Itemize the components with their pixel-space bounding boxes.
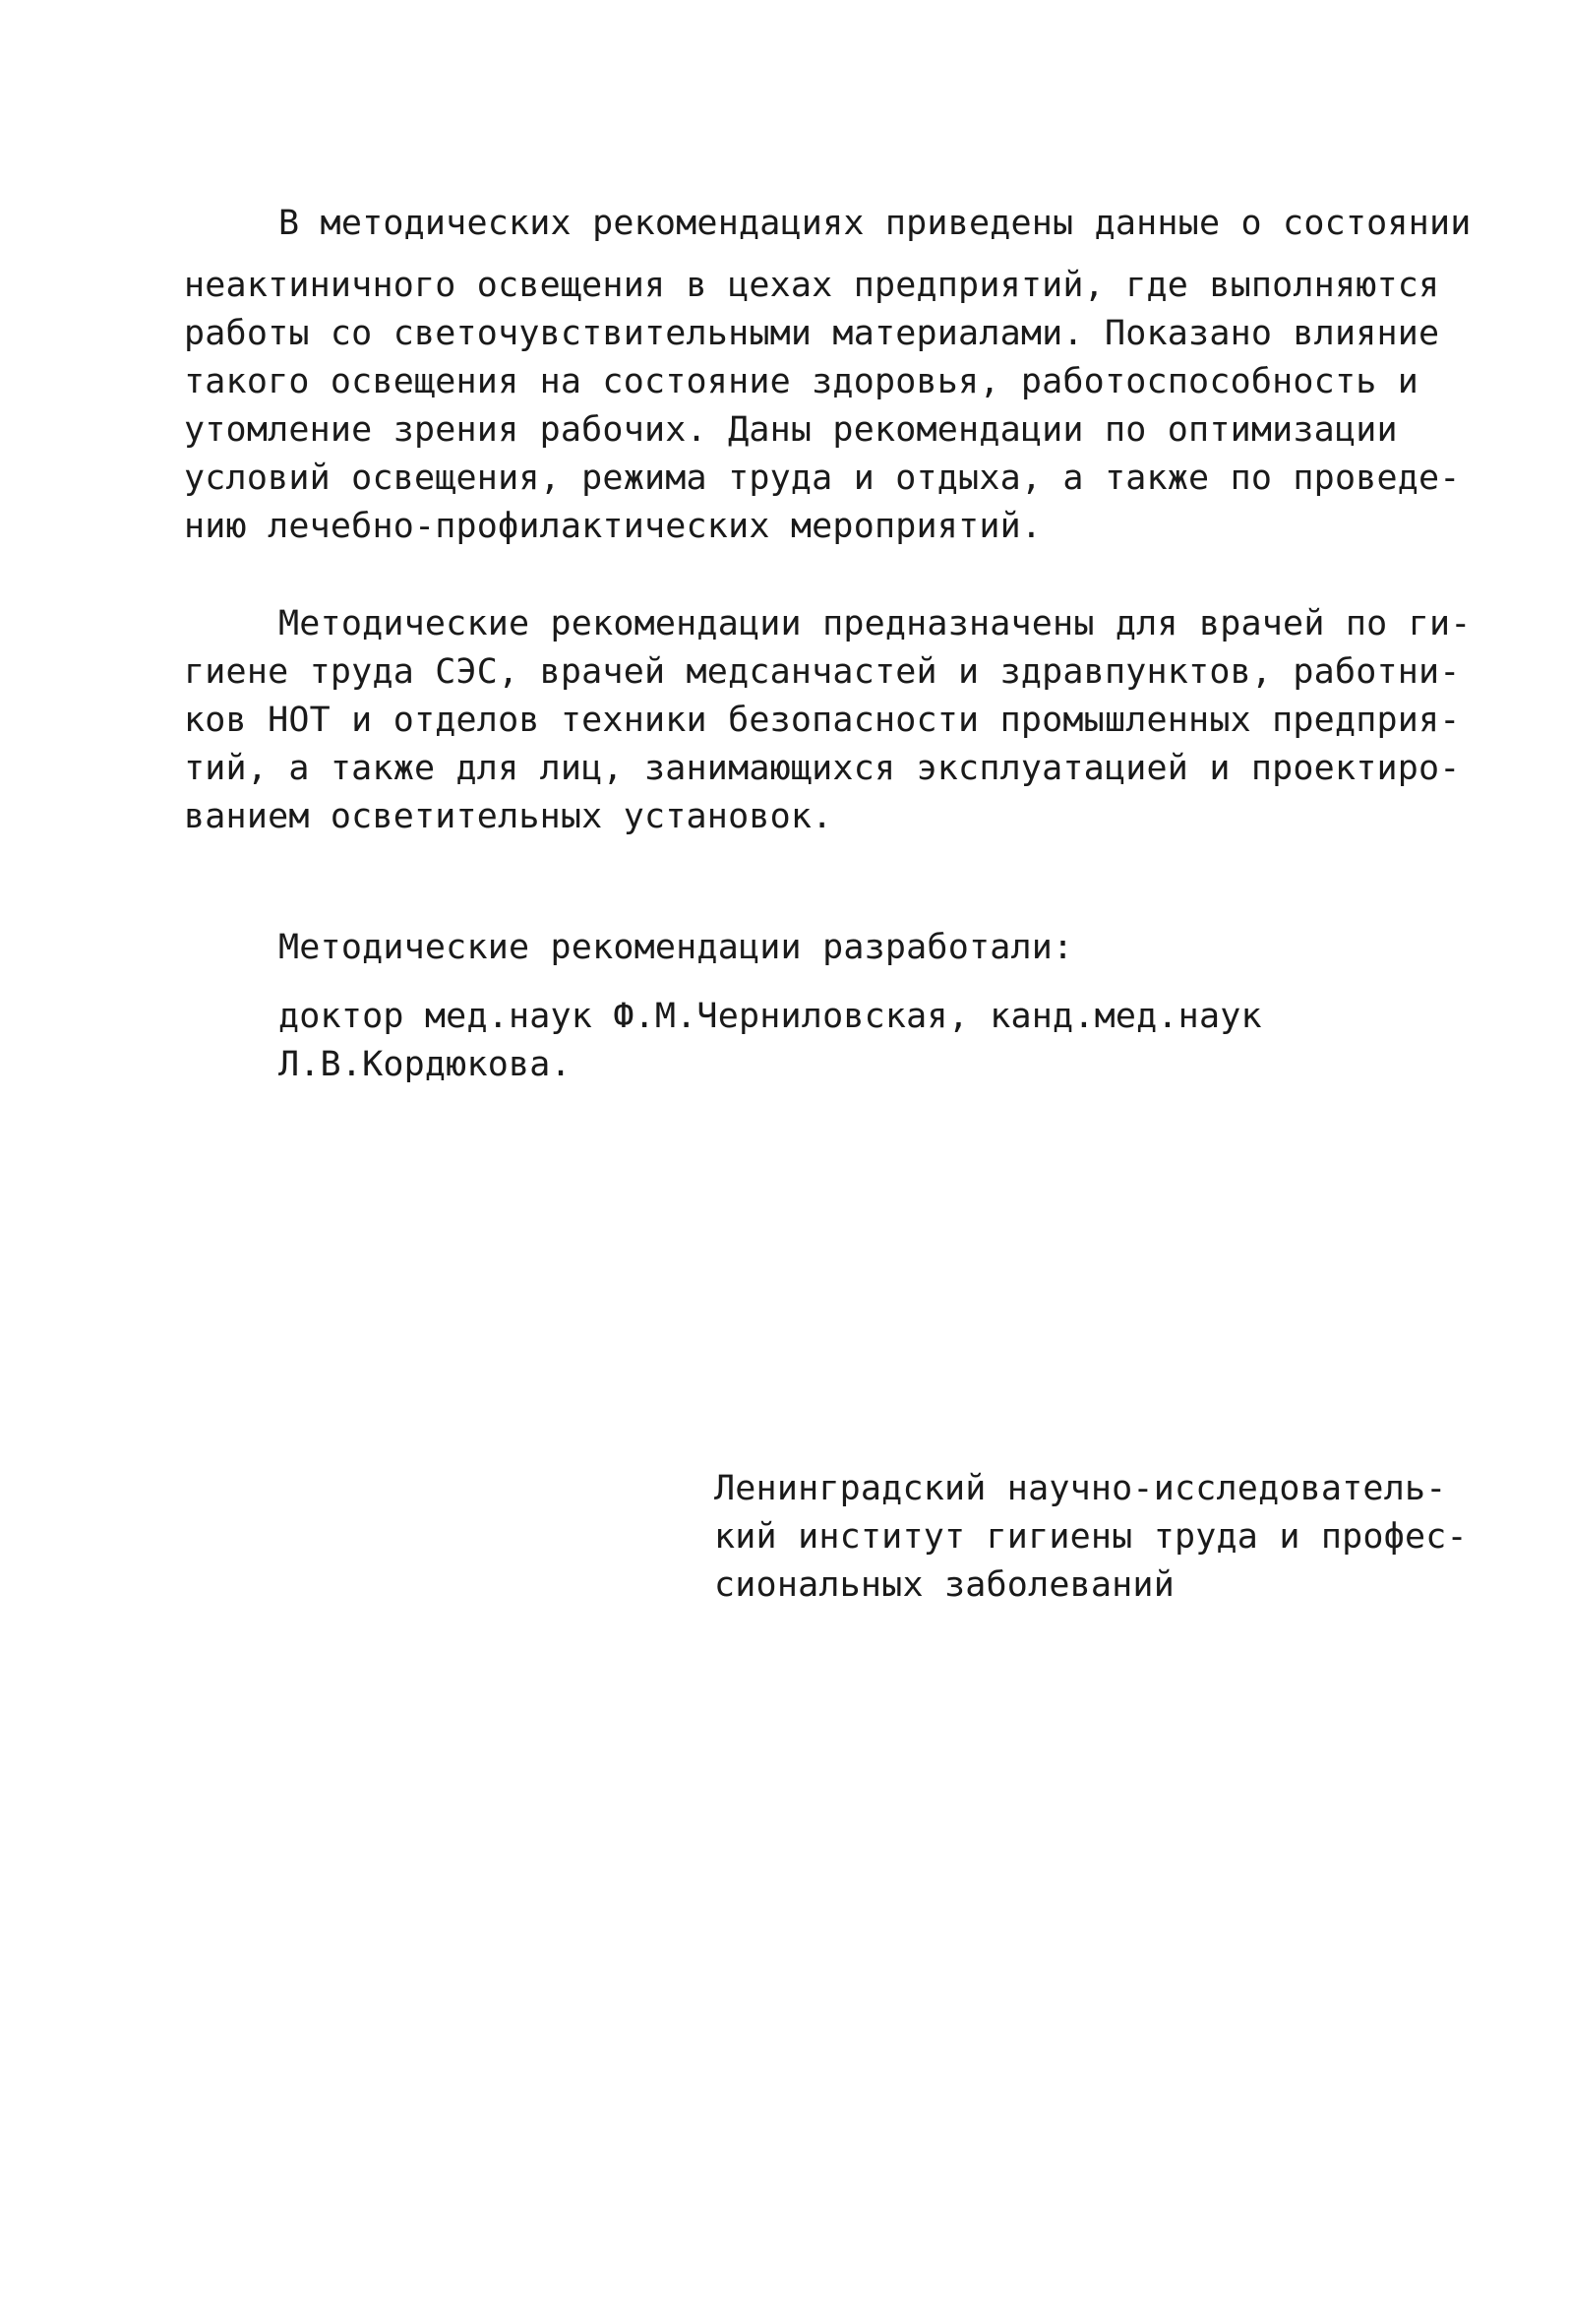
text-line: ков НОТ и отделов техники безопасности промышленных предприя- bbox=[184, 701, 1461, 740]
text-line: В методических рекомендациях приведены данные о состоянии bbox=[278, 204, 1472, 243]
authors-line: Л.В.Кордюкова. bbox=[278, 1045, 572, 1084]
text-line: Методические рекомендации предназначены для врачей по ги- bbox=[278, 604, 1472, 643]
institution-line: Ленинградский научно-исследователь- bbox=[714, 1469, 1447, 1508]
text-line: нию лечебно-профилактических мероприятий. bbox=[184, 507, 1043, 546]
text-line: тий, а также для лиц, занимающихся эксплуатацией и проектиро- bbox=[184, 749, 1461, 788]
text-line: условий освещения, режима труда и отдыха, а также по проведе- bbox=[184, 459, 1461, 498]
authors-heading: Методические рекомендации разработали: bbox=[278, 928, 1074, 967]
text-line: утомление зрения рабочих. Даны рекомендации по оптимизации bbox=[184, 410, 1398, 450]
institution-line: кий институт гигиены труда и профес- bbox=[714, 1517, 1468, 1557]
text-line: ванием осветительных установок. bbox=[184, 797, 833, 836]
institution-line: сиональных заболеваний bbox=[714, 1565, 1175, 1605]
text-line: неактиничного освещения в цехах предприятий, где выполняются bbox=[184, 266, 1440, 305]
text-line: такого освещения на состояние здоровья, работоспособность и bbox=[184, 362, 1419, 401]
authors-line: доктор мед.наук Ф.М.Черниловская, канд.мед.наук bbox=[278, 997, 1262, 1036]
text-line: гиене труда СЭС, врачей медсанчастей и здравпунктов, работни- bbox=[184, 652, 1461, 692]
text-line: работы со светочувствительными материалами. Показано влияние bbox=[184, 314, 1440, 353]
